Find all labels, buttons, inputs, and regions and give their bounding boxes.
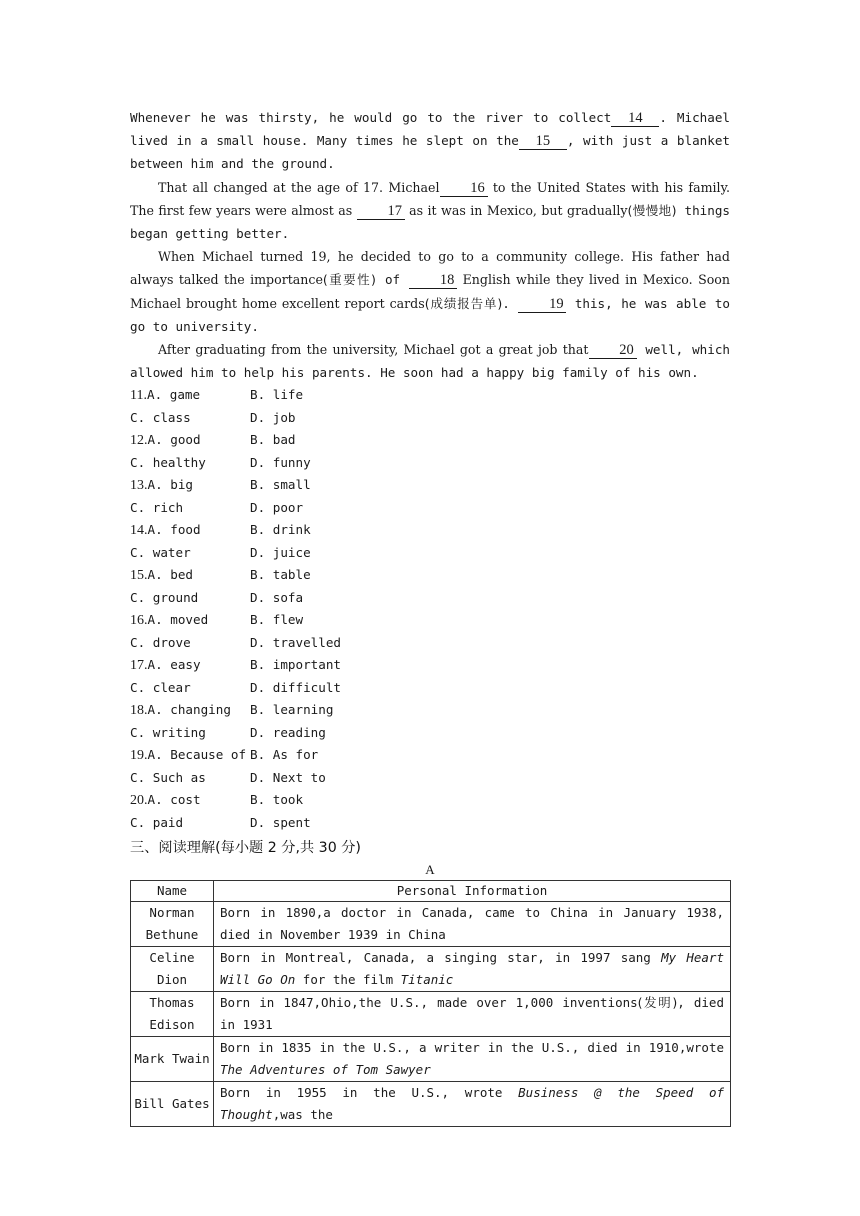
person-info bbox=[214, 992, 731, 1037]
option-b: B. As for bbox=[250, 747, 319, 763]
person-name: Bill Gates bbox=[131, 1082, 214, 1127]
info-text: , died in 1931 bbox=[220, 995, 724, 1033]
passage-text: When Michael turned 19, he decided to go to a community college. His father had always talked the importance bbox=[130, 249, 730, 288]
person-name: Norman Bethune bbox=[131, 902, 214, 947]
passage-paragraph-1 bbox=[130, 106, 730, 176]
passage-text: , with just a blanket between him and the ground. bbox=[130, 133, 730, 172]
question-15 bbox=[130, 564, 730, 609]
question-number: 15. bbox=[130, 568, 148, 584]
film-title: Titanic bbox=[400, 972, 454, 988]
blank-19: 19 bbox=[518, 297, 566, 313]
option-d: D. reading bbox=[250, 724, 326, 740]
section-heading: 三、阅读理解(每小题 2 分,共 30 分) bbox=[130, 840, 361, 857]
info-text: Born in 1835 in the U.S., a writer in the U.S., died in 1910,wrote bbox=[220, 1040, 724, 1056]
info-text: ,was the bbox=[272, 1107, 333, 1123]
option-b: B. small bbox=[250, 477, 311, 493]
option-d: D. funny bbox=[250, 454, 311, 470]
blank-14: 14 bbox=[611, 111, 659, 127]
question-number: 16. bbox=[130, 613, 148, 629]
option-b: B. table bbox=[250, 567, 311, 583]
question-number: 14. bbox=[130, 523, 148, 539]
option-c: C. water bbox=[130, 544, 191, 560]
option-d: D. juice bbox=[250, 544, 311, 560]
option-d: D. poor bbox=[250, 499, 304, 515]
option-a: A. game bbox=[146, 387, 201, 403]
question-number: 12. bbox=[130, 433, 148, 449]
option-c: C. rich bbox=[130, 499, 184, 515]
passage-text: . bbox=[502, 295, 519, 311]
book-title: Business @ the Speed of Thought bbox=[220, 1085, 725, 1123]
question-17 bbox=[130, 654, 730, 699]
info-text: Born in 1955 in the U.S., wrote bbox=[220, 1085, 519, 1101]
passage-text: of bbox=[375, 272, 410, 288]
option-c: C. healthy bbox=[130, 454, 206, 470]
person-info: Born in 1890,a doctor in Canada, came to China in January 1938, died in November 1939 in China bbox=[214, 902, 731, 947]
passage-letter: A bbox=[425, 862, 435, 878]
option-b: B. flew bbox=[250, 612, 304, 628]
passage-text: things began getting better. bbox=[130, 202, 731, 242]
option-c: C. writing bbox=[130, 724, 206, 740]
passage-text: English while they lived in Mexico. Soon Michael brought home excellent report cards bbox=[130, 272, 730, 311]
passage-text: . Michael lived in a small house. Many times he slept on the bbox=[130, 110, 730, 149]
question-number: 11. bbox=[130, 388, 147, 404]
option-a: A. food bbox=[147, 522, 201, 538]
chinese-gloss: (重要性) bbox=[322, 272, 376, 288]
passage-text: That all changed at the age of 17. Michael bbox=[158, 179, 440, 195]
option-b: B. important bbox=[250, 657, 341, 673]
option-b: B. took bbox=[250, 792, 304, 808]
question-number: 19. bbox=[130, 748, 148, 764]
person-name: Mark Twain bbox=[131, 1037, 214, 1082]
option-b: B. life bbox=[250, 387, 304, 403]
column-header-name: Name bbox=[131, 881, 214, 902]
chinese-gloss: (成绩报告单) bbox=[424, 295, 503, 311]
question-16 bbox=[130, 609, 730, 654]
question-11 bbox=[130, 384, 730, 429]
table-row bbox=[131, 992, 731, 1037]
column-header-info: Personal Information bbox=[214, 881, 731, 902]
passage-text: to the United States with his family. The first few years were almost as bbox=[130, 179, 731, 218]
person-info bbox=[214, 947, 731, 992]
question-number: 20. bbox=[130, 793, 148, 809]
question-18 bbox=[130, 699, 730, 744]
question-12 bbox=[130, 429, 730, 474]
question-13 bbox=[130, 474, 730, 519]
song-title: My Heart Will Go On bbox=[220, 950, 724, 988]
option-d: D. difficult bbox=[250, 679, 341, 695]
personal-info-table bbox=[130, 880, 731, 1127]
option-d: D. Next to bbox=[250, 769, 326, 785]
blank-17: 17 bbox=[357, 204, 405, 220]
option-a: A. cost bbox=[147, 792, 201, 808]
option-a: A. good bbox=[147, 432, 201, 448]
info-text: Born in 1847,Ohio,the U.S., made over 1,000 inventions bbox=[220, 995, 638, 1011]
document-page bbox=[130, 106, 730, 1127]
question-19 bbox=[130, 744, 730, 789]
info-text: for the film bbox=[295, 972, 401, 988]
blank-15: 15 bbox=[519, 134, 567, 150]
option-b: B. bad bbox=[250, 432, 296, 448]
option-c: C. ground bbox=[130, 589, 199, 605]
option-c: C. drove bbox=[130, 634, 191, 650]
option-c: C. paid bbox=[130, 814, 184, 830]
option-d: D. sofa bbox=[250, 589, 304, 605]
question-number: 17. bbox=[130, 658, 148, 674]
passage-paragraph-4 bbox=[130, 338, 730, 384]
table-row bbox=[131, 1037, 731, 1082]
table-header-row bbox=[131, 881, 731, 902]
passage-text: After graduating from the university, Michael got a great job that bbox=[158, 342, 589, 358]
book-title: The Adventures of Tom Sawyer bbox=[220, 1062, 431, 1078]
question-number: 13. bbox=[130, 478, 148, 494]
option-d: D. spent bbox=[250, 814, 311, 830]
option-d: D. job bbox=[250, 409, 296, 425]
person-name: Celine Dion bbox=[131, 947, 214, 992]
option-a: A. Because of bbox=[147, 747, 247, 763]
option-a: A. moved bbox=[147, 612, 209, 628]
blank-20: 20 bbox=[589, 343, 637, 359]
info-text: Born in Montreal, Canada, a singing star, in 1997 sang bbox=[220, 950, 662, 966]
option-d: D. travelled bbox=[250, 634, 341, 650]
option-a: A. easy bbox=[147, 657, 201, 673]
chinese-gloss: (慢慢地) bbox=[627, 202, 677, 218]
person-name: Thomas Edison bbox=[131, 992, 214, 1037]
option-c: C. clear bbox=[130, 679, 191, 695]
passage-text: well, which allowed him to help his parents. He soon had a happy big family of his own. bbox=[130, 342, 730, 381]
passage-text: as it was in Mexico, but gradually bbox=[404, 202, 628, 218]
option-b: B. drink bbox=[250, 522, 311, 538]
option-a: A. bed bbox=[147, 567, 193, 583]
table-row bbox=[131, 1082, 731, 1127]
question-number: 18. bbox=[130, 703, 148, 719]
blank-18: 18 bbox=[409, 273, 457, 289]
passage-text: Whenever he was thirsty, he would go to the river to collect bbox=[130, 110, 612, 125]
answer-options bbox=[130, 384, 730, 834]
person-info bbox=[214, 1082, 731, 1127]
option-c: C. Such as bbox=[130, 769, 206, 785]
table-row bbox=[131, 902, 731, 947]
option-a: A. changing bbox=[147, 702, 231, 718]
table-row bbox=[131, 947, 731, 992]
question-14 bbox=[130, 519, 730, 564]
question-20 bbox=[130, 789, 730, 834]
option-c: C. class bbox=[130, 409, 191, 425]
person-info bbox=[214, 1037, 731, 1082]
blank-16: 16 bbox=[440, 181, 488, 197]
passage-text: this, he was able to go to university. bbox=[130, 295, 731, 334]
passage-paragraph-3 bbox=[130, 245, 730, 338]
chinese-gloss: (发明) bbox=[637, 995, 678, 1011]
option-b: B. learning bbox=[250, 702, 334, 718]
passage-paragraph-2 bbox=[130, 176, 730, 246]
option-a: A. big bbox=[147, 477, 193, 493]
